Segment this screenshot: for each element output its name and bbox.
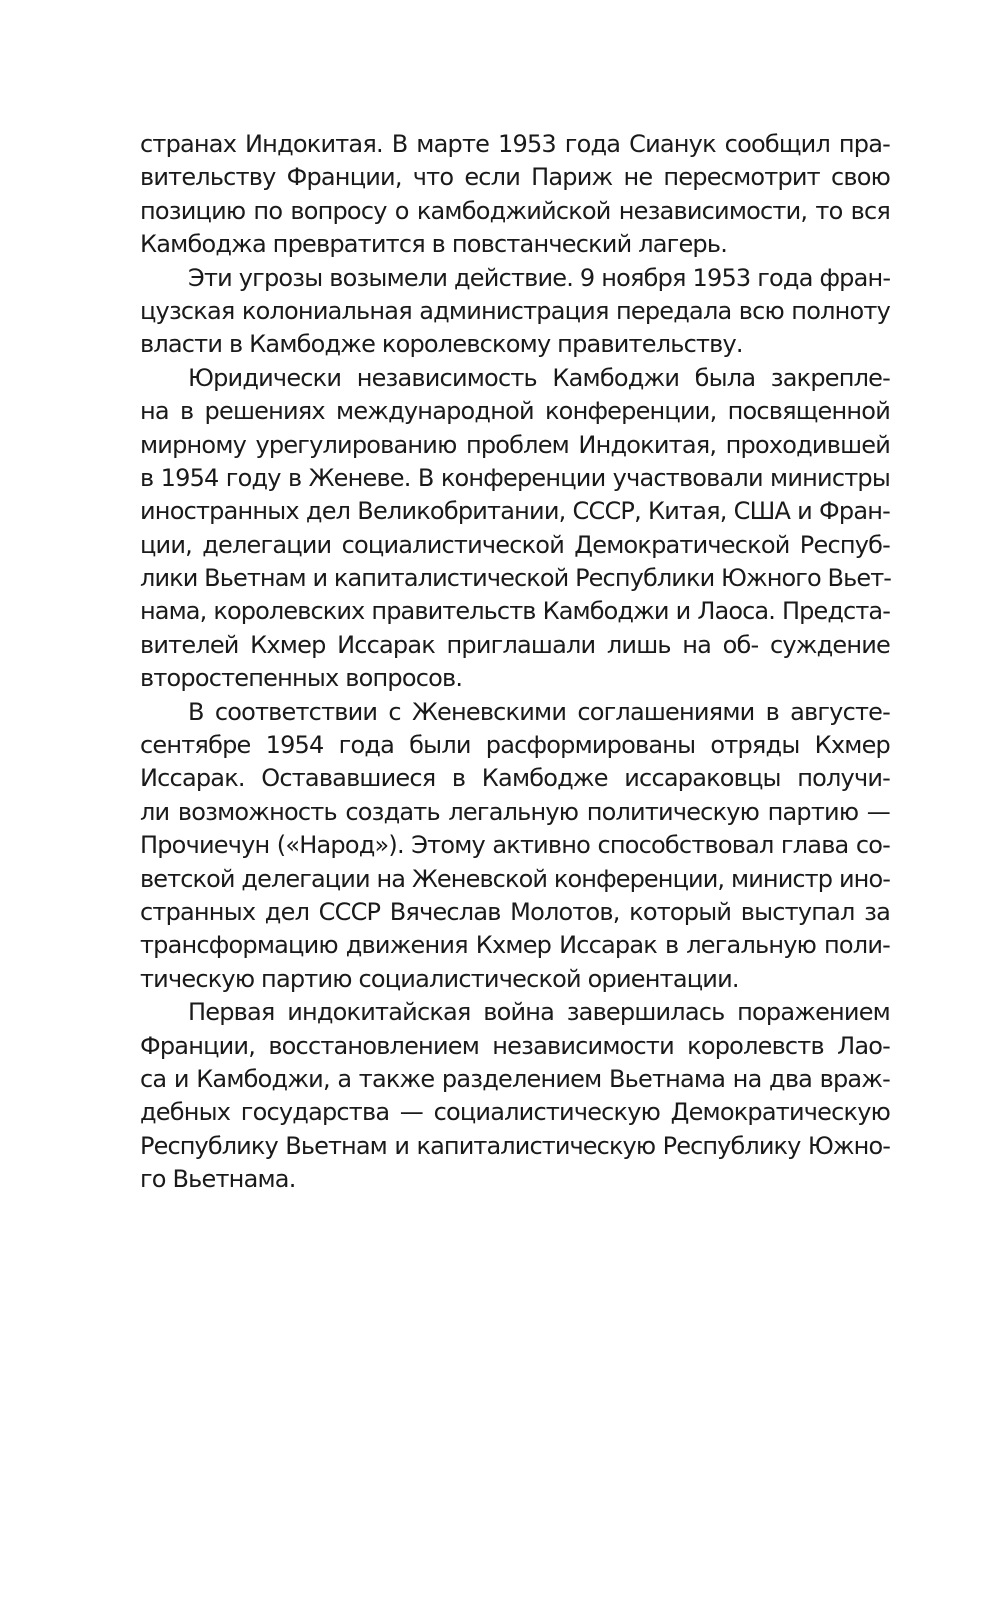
text-line: на в решениях международной конференции, посвященной (140, 397, 890, 426)
text-line: Эти угрозы возымели действие. 9 ноября 1953 года фран- (188, 263, 891, 292)
text-line: иностранных дел Великобритании, СССР, Китая, США и Фран- (140, 497, 890, 526)
text-line: мирному урегулированию проблем Индокитая, проходившей (140, 430, 890, 459)
text-line: го Вьетнама. (140, 1165, 296, 1194)
text-line: странах Индокитая. В марте 1953 года Сианук сообщил пра- (140, 130, 890, 158)
text-line: Юридически независимость Камбоджи была закрепле- (188, 363, 890, 392)
text-line: са и Камбоджи, а также разделением Вьетнама на два враж- (140, 1064, 890, 1093)
paragraph-4 (140, 696, 890, 997)
text-line: вительству Франции, что если Париж не пересмотрит свою (140, 163, 890, 192)
paragraph-2 (140, 262, 890, 362)
text-line: дебных государства — социалистическую Демократическую (140, 1098, 890, 1127)
text-line: Республику Вьетнам и капиталистическую Республику Южно- (140, 1131, 890, 1160)
text-line: Камбоджа превратится в повстанческий лагерь. (140, 230, 728, 259)
text-line: власти в Камбодже королевскому правительству. (140, 330, 743, 359)
text-line: трансформацию движения Кхмер Иссарак в легальную поли- (140, 931, 890, 960)
text-line: вителей Кхмер Иссарак приглашали лишь на об- суждение (140, 630, 890, 659)
text-line: позицию по вопросу о камбоджийской независимости, то вся (140, 196, 890, 225)
text-line: ли возможность создать легальную политическую партию — (140, 797, 890, 826)
text-line: в 1954 году в Женеве. В конференции участвовали министры (140, 463, 890, 492)
paragraph-5 (140, 996, 890, 1196)
text-line: В соответствии с Женевскими соглашениями в августе- (188, 697, 890, 726)
text-line: ветской делегации на Женевской конференции, министр ино- (140, 864, 890, 893)
text-line: лики Вьетнам и капиталистической Республики Южного Вьет- (140, 564, 892, 593)
text-line: тическую партию социалистической ориентации. (140, 964, 739, 993)
text-line: сентябре 1954 года были расформированы отряды Кхмер (140, 731, 890, 760)
paragraph-1 (140, 128, 890, 262)
text-line: Первая индокитайская война завершилась поражением (188, 998, 890, 1027)
book-page-text (140, 128, 890, 1197)
text-line: Франции, восстановлением независимости королевств Лао- (140, 1031, 890, 1060)
text-line: второстепенных вопросов. (140, 664, 463, 693)
text-line: Иссарак. Остававшиеся в Камбодже иссараковцы получи- (140, 764, 890, 793)
text-line: странных дел СССР Вячеслав Молотов, который выступал за (140, 897, 890, 926)
paragraph-3 (140, 362, 890, 696)
text-line: цузская колониальная администрация передала всю полноту (140, 296, 890, 325)
text-line: нама, королевских правительств Камбоджи и Лаоса. Предста- (140, 597, 890, 626)
text-line: Прочиечун («Народ»). Этому активно способствовал глава со- (140, 831, 890, 860)
text-line: ции, делегации социалистической Демократической Респуб- (140, 530, 890, 559)
